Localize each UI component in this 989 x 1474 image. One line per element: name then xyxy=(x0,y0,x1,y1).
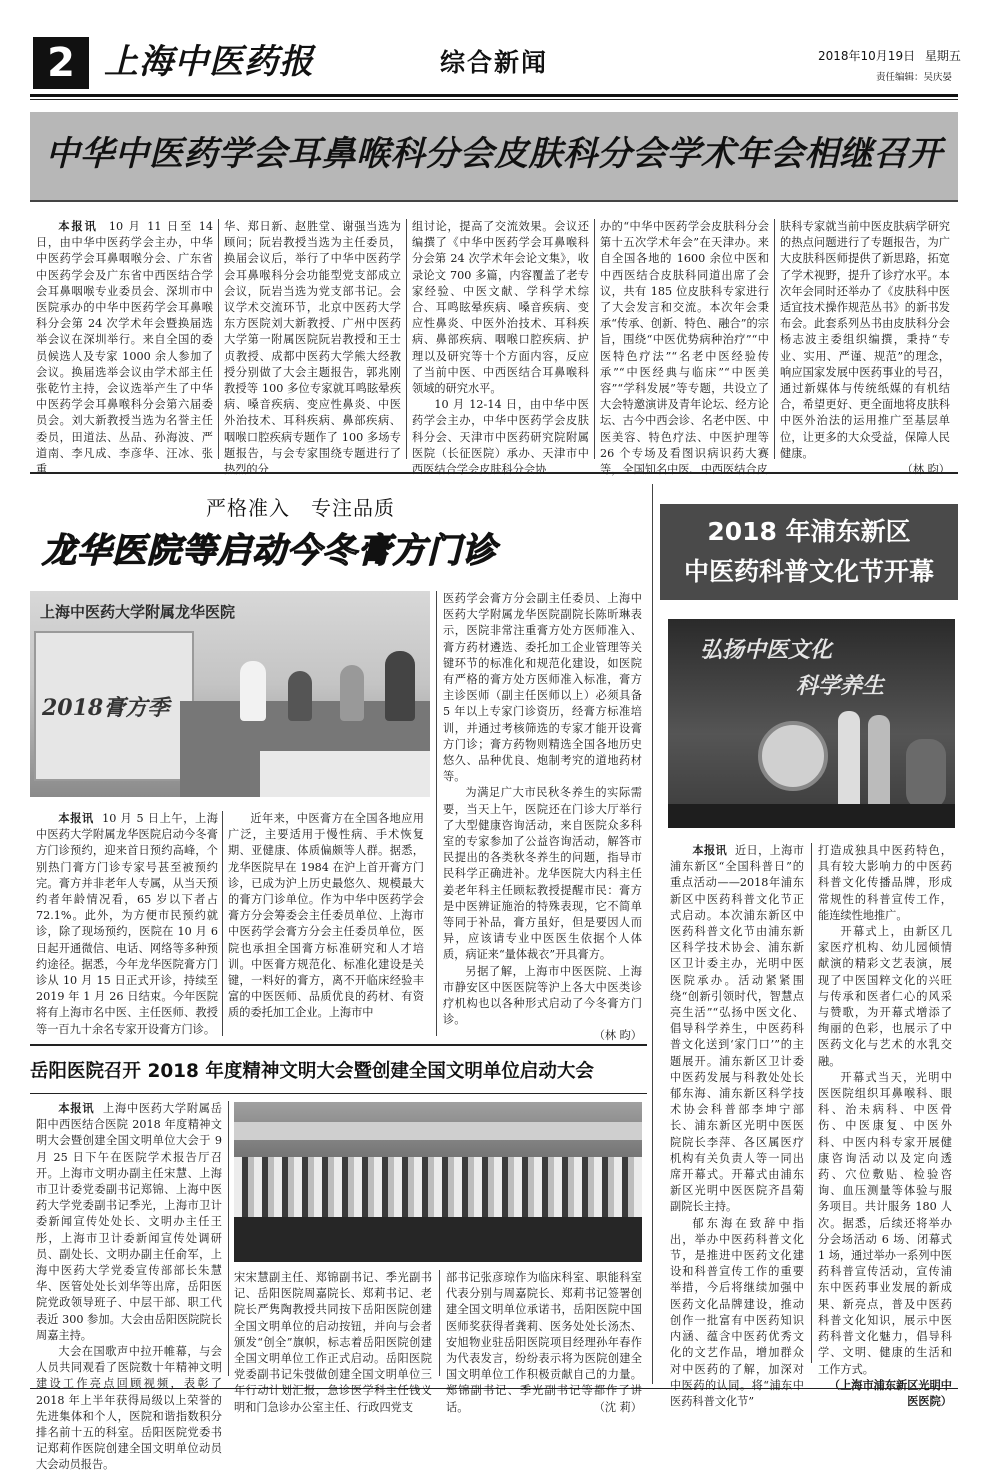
story4-column-2 xyxy=(234,1270,432,1414)
story3-headline-line1: 2018 年浦东新区 xyxy=(707,517,911,546)
photo-stage xyxy=(668,804,955,828)
col-divider xyxy=(436,591,437,1036)
photo-figure xyxy=(288,671,312,721)
photo-table xyxy=(260,751,430,797)
story2-col2-text: 近年来，中医膏方在全国各地应用广泛，主要适用于慢性病、手术恢复期、亚健康、体质偏颇等人群。据悉，龙华医院早在 1984 在沪上首开膏方门诊，已成为沪上历史最悠久、规模最大的膏方门诊单位。作为中华中医药学会膏方分会筹委会主任委员单位、上海市中医药学会膏方分会主任委员单位，医院也承担全国膏方标准研究和人才培训。中医膏方规范化、标准化建设是关键，一料好的膏方，离不开临床经验丰富的中医医师、品质优良的药材、有资质的委托加工企业。上海市中 xyxy=(228,812,424,1020)
photo-banner-line1: 弘扬中医文化 xyxy=(700,637,833,663)
photo-figure xyxy=(385,651,415,721)
story2-column-2 xyxy=(228,811,424,1041)
story1-column-2 xyxy=(224,219,401,477)
page-bottom-rule xyxy=(30,1388,958,1389)
photo-figure xyxy=(240,661,266,721)
col-divider xyxy=(811,843,812,1363)
story4-headline: 岳阳医院召开 2018 年度精神文明大会暨创建全国文明单位启动大会 xyxy=(30,1061,594,1082)
story3-lead: 本报讯 xyxy=(692,844,728,857)
story3-headline-line2: 中医药科普文化节开幕 xyxy=(683,557,934,586)
story1-col3-text: 组讨论，提高了交流效果。会议还编撰了《中华中医药学会耳鼻喉科分会第 24 次学术年会论文集》，收录论文 700 多篇，内容覆盖了老专家经验、中医文献、学科学术综合、耳鸣眩晕疾病、嗓音疾病、变应性鼻炎、中医外治技术、耳科疾病、鼻部疾病、咽喉口腔疾病、护理以及研究等十个方面内容，反应了当前中医、中西医结合耳鼻喉科领域的研究水平。 xyxy=(412,220,589,396)
col-divider xyxy=(594,219,595,459)
story2-lead: 本报讯 xyxy=(58,812,94,825)
story3-column-1 xyxy=(670,843,804,1408)
story4-headline-rule xyxy=(30,1093,647,1094)
story2-col3b-text: 为满足广大市民秋冬养生的实际需要，当天上午，医院还在门诊大厅举行了大型健康咨询活动，来自医院众多科室的专家参加了公益咨询活动，解答市民提出的各类秋冬养生的问题，指导市民科学正确进补。龙华医院大内科主任姜老年科主任顾耘教授提醒市民：膏方是中医辨证施治的特殊表现，它不简单等同于补品，膏方虽好，但是要因人而异，应该请专业中医医生依据个人体质，病证来“量体裁衣”开具膏方。 xyxy=(443,786,642,962)
section-title: 综合新闻 xyxy=(440,48,549,77)
paper-name: 上海中医药报 xyxy=(104,42,314,82)
editor-credit: 责任编辑：吴庆晏 xyxy=(876,72,953,83)
story3-col1-text: 近日，上海市浦东新区“全国科普日”的重点活动——2018年浦东新区中医药科普文化节正式启动。本次浦东新区中医药科普文化节由浦东新区科学技术协会、浦东新区卫计委主办，光明中医医院承办。活动紧紧围绕“创新引领时代，智慧点亮生活”“弘扬中医文化、倡导科学养生，中医药科普文化送到‘家门口’”的主题展开。浦东新区卫计委中医药发展与科教处处长郁东海、浦东新区科学技术协会科普部李坤宁部长、浦东新区光明中医医院院长李萍、各区属医疗机构有关负责人等一同出席开幕式。开幕式由浦东新区光明中医医院齐昌菊副院长主持。 xyxy=(670,844,804,1214)
story1-column-4 xyxy=(600,219,769,477)
col-divider xyxy=(406,219,407,459)
masthead-rule-thin xyxy=(30,99,958,100)
col-divider xyxy=(774,219,775,459)
story1-headline-banner xyxy=(30,112,958,202)
photo-poster-text: 2018膏方季 xyxy=(42,695,170,721)
photo-floor xyxy=(234,1217,642,1262)
weekday-text: 星期五 xyxy=(924,49,961,63)
story4-col1-text: 上海中医药大学附属岳阳中西医结合医院 2018 年度精神文明大会暨创建全国文明单位大会于 9 月 25 日下午在医院学术报告厅召开。上海市文明办副主任宋慧、上海市卫计委党委副书记郑锦、上海中医药大学党委副书记季光，上海市卫计委新闻宣传处处长、文明办主任王彤，上海市卫计委新闻宣传处调研员、副处长、文明办副主任俞军，上海中医药大学党委宣传部部长朱慧华、医管处处长刘华等出席，岳阳医院党政领导班子、中层干部、职工代表近 300 参加。大会由岳阳医院院长周嘉主持。 xyxy=(36,1102,222,1342)
story1-col2-text: 华、郑日新、赵胜堂、谢强当选为顾问；阮岩教授当选为主任委员，换届会议后，举行了中华中医药学会耳鼻喉科分会功能型党支部成立会议，阮岩当选为党支部书记。会议学术交流环节，北京中医药大学东方医院刘大新教授、广州中医药大学第一附属医院阮岩教授和王士贞教授、成都中医药大学熊大经教授分别做了大会主题报告，郭兆刚教授等 100 多位专家就耳鸣眩晕疾病、嗓音疾病、变应性鼻炎、中医外治技术、耳科疾病、鼻部疾病、咽喉口腔疾病专题作了 100 多场专题报告，与会专家围绕专题进行了热烈的分 xyxy=(224,220,401,477)
photo-banner-line2: 科学养生 xyxy=(796,673,885,699)
masthead-rule xyxy=(30,94,958,97)
story1-bottom-rule xyxy=(30,472,958,474)
story3-col2c-text: 开幕式当天，光明中医医院组织耳鼻喉科、眼科、治未病科、中医骨伤、中医康复、中医外科、中医内科专家开展健康咨询活动以及定向透药、穴位敷贴、检验咨询、血压测量等体验与服务项目。共计服务 180 人次。据悉，后续还将举办分会场活动 6 场、闭幕式 1 场，通过举办一系列中医药科普宣传活动，宣传浦东中医药事业发展的新成果、新亮点，普及中医药科普文化知识，展示中医药科普文化魅力，倡导科学、文明、健康的生活和工作方式。 xyxy=(818,1070,952,1376)
photo-figure xyxy=(868,715,890,807)
photo-backdrop xyxy=(234,1122,642,1140)
story1-byline: （林 昀） xyxy=(901,463,950,477)
story1-headline: 中华中医药学会耳鼻喉科分会皮肤科分会学术年会相继召开 xyxy=(45,134,943,174)
story2-col3-text: 医药学会膏方分会副主任委员、上海中医药大学附属龙华医院副院长陈昕琳表示，医院非常注重膏方处方医师准入、膏方药材遴选、委托加工企业管理等关键环节的标准化和规范化建设，如医院有严格的膏方处方医师准入标准，膏方主诊医师（副主任医师以上）必须具备 5 年以上专家门诊资历，经膏方标准培训，并通过考核筛选的专家才能开设膏方门诊；膏方药物则精选全国各地历史悠久、品种优良、炮制考究的道地药材等。 xyxy=(443,592,642,784)
story3-byline: （上海市浦东新区光明中医医院） xyxy=(828,1378,952,1408)
story2-byline: （林 昀） xyxy=(593,1029,642,1043)
photo-hospital-sign: 上海中医药大学附属龙华医院 xyxy=(40,603,236,621)
story4-col3-text: 部书记张彦琼作为临床科室、职能科室代表分别与周嘉院长、郑莉书记签署创建全国文明单位承诺书，岳阳医院中国医师奖获得者龚莉、医务处处长汤杰、安旭物业驻岳阳医院项目经理孙年春作为代表发言，纷纷表示将为医院创建全国文明单位工作积极贡献自己的力量。郑锦副书记、季光副书记等都作了讲话。 xyxy=(446,1271,642,1414)
story2-photo xyxy=(30,591,430,797)
story3-col2-text: 打造成独具中医药特色，具有较大影响力的中医药科普文化传播品牌，形成常规性的科普宣传工作，能连续性地推广。 xyxy=(818,844,952,922)
story3-col1b-text: 郁东海在致辞中指出，举办中医药科普文化节，是推进中医药文化建设和科普宣传工作的重要举措，今后将继续加强中医药文化品牌建设，推动创作一批富有中医药知识内涵、蕴含中医药优秀文化的文艺作品，增加群众对中医药的了解，加深对中医药的认同。将“浦东中医药科普文化节” xyxy=(670,1216,804,1408)
story1-column-5 xyxy=(780,219,950,477)
col-divider xyxy=(222,811,223,1036)
photo-figure xyxy=(340,665,364,721)
story3-column-2 xyxy=(818,843,952,1408)
story1-col3b-text: 10 月 12-14 日，由中华中医药学会主办，中华中医药学会皮肤科分会、天津市中医药研究院附属医院（长征医院）承办、天津市中西医结合学会皮肤科分会协 xyxy=(412,398,589,477)
date-text: 2018年10月19日 xyxy=(818,49,916,63)
story2-column-1 xyxy=(36,811,218,1041)
photo-poster xyxy=(34,631,194,781)
story4-byline: （沈 莉） xyxy=(593,1400,642,1414)
photo-crowd xyxy=(234,1157,642,1217)
col-divider xyxy=(228,1101,229,1376)
story1-column-3 xyxy=(412,219,589,477)
story1-col5-text: 肤科专家就当前中医皮肤病学研究的热点问题进行了专题报告，为广大皮肤科医师提供了新思路，拓宽了学术视野，提升了诊疗水平。本次年会同时还举办了《皮肤科中医适宜技术操作规范丛书》的新书发布会。此套系列丛书由皮肤科分会杨志波主委组织编撰，秉持“专业、实用、严谨、规范”的理念，响应国家发展中医药事业的号召，通过新媒体与传统纸媒的有机结合，希望更好、更全面地将皮肤科中医外治法的运用推广至基层单位，让更多的大众受益，保障人民健康。 xyxy=(780,220,950,460)
story4-photo xyxy=(234,1102,642,1262)
col-divider xyxy=(218,219,219,459)
story3-headline-box xyxy=(660,504,958,600)
story1-lead: 本报讯 xyxy=(58,220,98,233)
story2-column-3 xyxy=(443,591,642,1041)
story4-column-1 xyxy=(36,1101,222,1472)
photo-drum xyxy=(906,739,946,809)
story2-col1-text: 10 月 5 日上午，上海中医药大学附属龙华医院启动今冬膏方门诊预约，迎来首日预约高峰，个别热门膏方门诊专家号甚至被预约完。膏方并非老年人专属，从当天预约者年龄情况看，65 岁以下者占72.1%。此外，为方便市民预约就诊，除了现场预约，医院在 10 月 6 日起开通微信、电话、网络等多种预约途径。据悉，今年龙华医院膏方门诊从 10 月 15 日正式开诊，持续至 2019 年 1 月 26 日结束。今年医院将有上海市名中医、主任医师、教授等一百九十余名专家开设膏方门诊。 xyxy=(36,812,218,1036)
story1-column-1 xyxy=(36,219,213,477)
page-number: 2 xyxy=(47,40,75,86)
photo-drum xyxy=(758,721,828,791)
story1-col4-text: 办的“中华中医药学会皮肤科分会第十五次学术年会”在天津办。来自全国各地的 1600 余位中医和中西医结合皮肤科同道出席了会议，共有 185 位皮肤科专家进行了大会发言和交流。本次年会秉承“传承、创新、特色、融合”的宗旨，围绕“中医优势病种治疗”“中医特色疗法”“名老中医经验传承”“中医经典与临床”“中医美容”“学科发展”等专题，共设立了大会特邀演讲及青年论坛、经方论坛、古今中西会诊、名老中医、中医美容、特色疗法、中医护理等 26 个专场及看图识病识药大赛等，全国知名中医、中西医结合皮 xyxy=(600,220,769,477)
photo-figure xyxy=(838,711,860,807)
story2-bottom-rule xyxy=(30,1044,647,1046)
story4-column-3 xyxy=(446,1270,642,1414)
story4-col2-text: 宋宋慧副主任、郑锦副书记、季光副书记、岳阳医院周嘉院长、郑莉书记、老院长严隽陶教授共同按下岳阳医院创建全国文明单位的启动按钮，并向与会者颁发“创全”旗帜，标志着岳阳医院创建全国文明单位工作正式启动。岳阳医院党委副书记朱弢做创建全国文明单位三年行动计划汇报，急诊医学科主任钱义明和门急诊办公室主任、行政四党支 xyxy=(234,1271,432,1414)
story3-col2b-text: 开幕式上，由新区几家医疗机构、幼儿园倾情献演的精彩文艺表演，展现了中医国粹文化的兴旺与传承和医者仁心的风采与赞歌，为开幕式增添了绚丽的色彩，也展示了中医药文化与艺术的水乳交融。 xyxy=(818,925,952,1068)
story3-photo xyxy=(668,619,955,828)
story2-headline: 龙华医院等启动今冬膏方门诊 xyxy=(42,531,497,571)
story3-divider xyxy=(652,484,653,1384)
issue-date xyxy=(818,47,961,64)
story2-col3c-text: 另据了解，上海市中医医院、上海市静安区中医医院等沪上各大中医类诊疗机构也以各种形式启动了今冬膏方门诊。 xyxy=(443,964,642,1027)
col-divider xyxy=(439,1270,440,1376)
page-number-box xyxy=(33,37,89,89)
story4-col1b-text: 大会在国歌声中拉开帷幕，与会人员共同观看了医院数十年精神文明建设工作亮点回顾视频，表彰了 2018 年上半年获得局级以上荣誉的先进集体和个人，医院和谐指数积分排名前十五的科室。岳阳医院党委书记郑莉作医院创建全国文明单位动员大会动员报告。 xyxy=(36,1345,222,1472)
story2-kicker: 严格准入 专注品质 xyxy=(206,496,395,520)
story4-lead: 本报讯 xyxy=(58,1102,95,1115)
story1-col1-text: 10 月 11 日至 14 日，由中华中医药学会主办，中华中医药学会耳鼻咽喉分会、广东省中医药学会及广东省中西医结合学会耳鼻咽喉专业委员会、深圳市中医院承办的中华中医药学会耳鼻喉科分会第 24 次学术年会暨换届选举会议在深圳举行。来自全国的委员候选人及专家 1000 余人参加了会议。换届选举会议由学术部主任张乾竹主持，会议选举产生了中华中医药学会耳鼻喉科分会第六届委员会。刘大新教授当选为名誉主任委员，田道法、丛品、孙海波、严道南、李凡成、李彦华、汪冰、张重 xyxy=(36,220,213,477)
